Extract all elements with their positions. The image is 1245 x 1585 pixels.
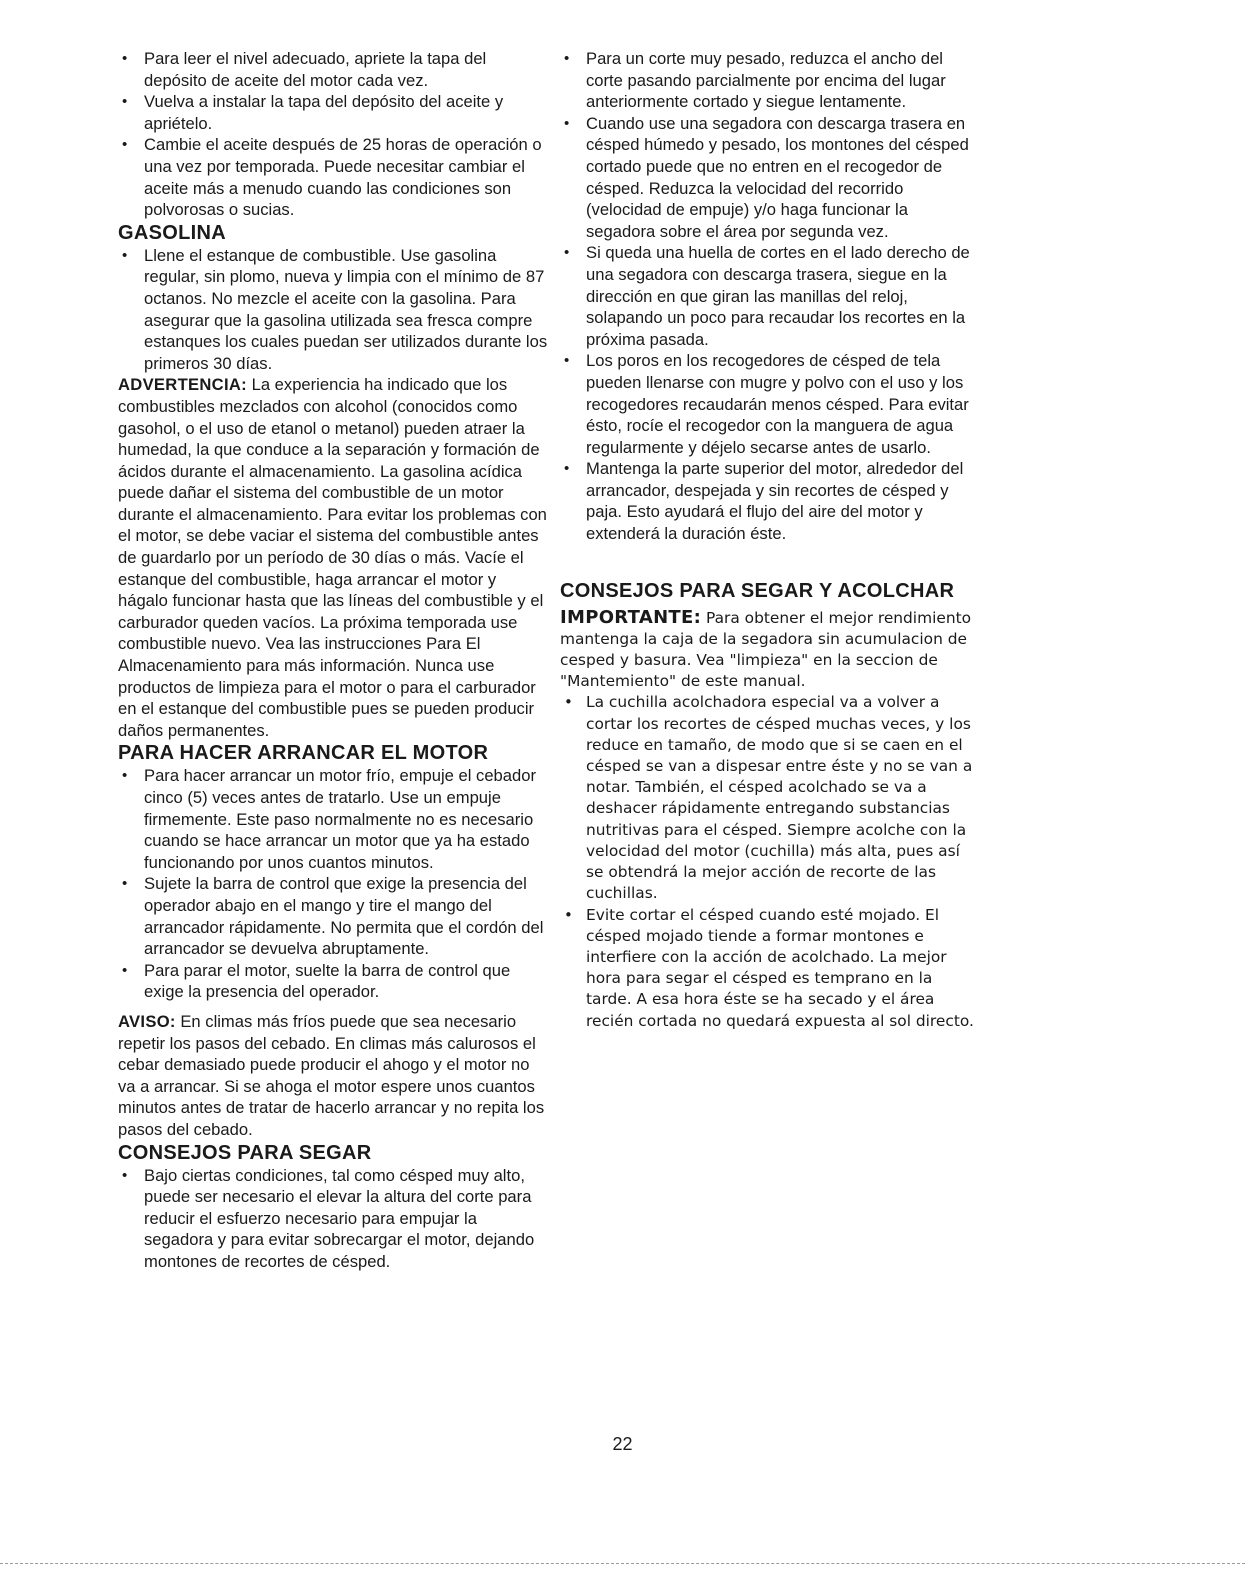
aviso-paragraph — [118, 1011, 548, 1141]
list-item: • Cuando use una segadora con descarga trasera en césped húmedo y pesado, los montones del césped cortado puede que no entren en el recogedor de césped. Reduzca la velocidad del recorrido (velocidad de empuje) y/o haga funcionar la segadora sobre el área por segunda vez. — [560, 113, 980, 243]
gasolina-bullet-list — [118, 245, 548, 375]
segar-continued-bullet-list — [560, 48, 980, 545]
acolchar-heading: CONSEJOS PARA SEGAR Y ACOLCHAR — [560, 579, 955, 602]
list-item: • Sujete la barra de control que exige la presencia del operador abajo en el mango y tire el mango del arrancador rápidamente. No permita que el cordón del arrancador se devuelva abruptamente. — [118, 873, 548, 959]
segar-heading: CONSEJOS PARA SEGAR — [118, 1141, 372, 1164]
list-item: • Si queda una huella de cortes en el lado derecho de una segadora con descarga trasera, siegue en la dirección en que giran las manillas del reloj, solapando un poco para recaudar los recortes en la próxima pasada. — [560, 242, 980, 350]
right-column — [560, 48, 980, 1032]
list-item: • Para hacer arrancar un motor frío, empuje el cebador cinco (5) veces antes de tratarlo. Use un empuje firmemente. Este paso normalmente no es necesario cuando se hace arrancar un motor que ya ha estado funcionando por unos cuantos minutos. — [118, 765, 548, 873]
page-number: 22 — [612, 1434, 633, 1454]
advertencia-text: La experiencia ha indicado que los combustibles mezclados con alcohol (conocidos como gasohol, o el uso de etanol o metanol) pueden atraer la humedad, la que conduce a la separación y formación de ácidos durante el almacenamiento. La gasolina acídica puede dañar el sistema del combustible de un motor durante el almacenamiento. Para evitar los problemas con el motor, se debe vaciar el sistema del combustible antes de guardarlo por un período de 30 días o más. Vacíe el estanque del combustible, haga arrancar el motor y hágalo funcionar hasta que las líneas del combustible y el carburador queden vacíos. La próxima temporada use combustible nuevo. Vea las instrucciones Para El Almacenamiento para más información. Nunca use productos de limpieza para el motor o para el carburador en el estanque del combustible pues se pueden producir daños permanentes. — [118, 375, 547, 740]
bottom-divider — [0, 1563, 1245, 1564]
list-item: • Vuelva a instalar la tapa del depósito del aceite y apriételo. — [118, 91, 548, 134]
list-item: • Evite cortar el césped cuando esté mojado. El césped mojado tiende a formar montones e interfiere con la acción de acolchado. La mejor hora para segar el césped es temprano en la tarde. A esa hora éste se ha secado y el área recién cortada no quedará expuesta al sol directo. — [560, 905, 980, 1032]
importante-label: IMPORTANTE: — [560, 606, 702, 628]
importante-paragraph — [560, 607, 980, 693]
segar-bullet-list — [118, 1165, 548, 1273]
list-item: • Para parar el motor, suelte la barra de control que exige la presencia del operador. — [118, 960, 548, 1003]
list-item: • Bajo ciertas condiciones, tal como césped muy alto, puede ser necesario el elevar la altura del corte para reducir el esfuerzo necesario para empujar la segadora y para evitar sobrecargar el motor, dejando montones de recortes de césped. — [118, 1165, 548, 1273]
list-item: • Los poros en los recogedores de césped de tela pueden llenarse con mugre y polvo con el uso y los recogedores recaudarán menos césped. Para evitar ésto, rocíe el recogedor con la manguera de agua regularmente y déjelo secarse antes de usarlo. — [560, 350, 980, 458]
list-item: • Llene el estanque de combustible. Use gasolina regular, sin plomo, nueva y limpia con el mínimo de 87 octanos. No mezcle el aceite con la gasolina. Para asegurar que la gasolina utilizada sea fresca compre estanques los cuales puedan ser utilizados durante los primeros 30 días. — [118, 245, 548, 375]
advertencia-label: ADVERTENCIA: — [118, 375, 247, 395]
oil-bullet-list — [118, 48, 548, 221]
advertencia-paragraph — [118, 374, 548, 741]
list-item: • Cambie el aceite después de 25 horas de operación o una vez por temporada. Puede necesitar cambiar el aceite más a menudo cuando las condiciones son polvorosas o sucias. — [118, 134, 548, 220]
acolchar-bullet-list — [560, 692, 980, 1031]
aviso-text: En climas más fríos puede que sea necesario repetir los pasos del cebado. En climas más calurosos el cebar demasiado puede producir el ahogo y el motor no va a arrancar. Si se ahoga el motor espere unos cuantos minutos antes de tratar de hacerlo arrancar y no repita los pasos del cebado. — [118, 1011, 545, 1139]
list-item: • Para leer el nivel adecuado, apriete la tapa del depósito de aceite del motor cada vez. — [118, 48, 548, 91]
left-column — [118, 48, 548, 1272]
list-item: • La cuchilla acolchadora especial va a volver a cortar los recortes de césped muchas veces, y los reduce en tamaño, de modo que si se caen en el césped se van a dispesar entre éste y no se van a notar. También, el césped acolchado se va a deshacer rápidamente entregando substancias nutritivas para el césped. Siempre acolche con la velocidad del motor (cuchilla) más alta, pues así se obtendrá la mejor acción de recorte de las cuchillas. — [560, 692, 980, 904]
section-spacer — [560, 545, 980, 579]
list-item: • Para un corte muy pesado, reduzca el ancho del corte pasando parcialmente por encima del lugar anteriormente cortado y siegue lentamente. — [560, 48, 980, 113]
gasolina-heading: GASOLINA — [118, 221, 226, 244]
importante-text: Para obtener el mejor rendimiento mantenga la caja de la segadora sin acumulacion de cesped y basura. Vea "limpieza" en la seccion de "Mantemiento" de este manual. — [560, 608, 972, 691]
arrancar-bullet-list — [118, 765, 548, 1003]
arrancar-heading: PARA HACER ARRANCAR EL MOTOR — [118, 742, 489, 765]
list-item: • Mantenga la parte superior del motor, alrededor del arrancador, despejada y sin recortes de césped y paja. Esto ayudará el flujo del aire del motor y extenderá la duración éste. — [560, 458, 980, 544]
aviso-label: AVISO: — [118, 1011, 176, 1031]
acolchar-section — [560, 579, 980, 1032]
